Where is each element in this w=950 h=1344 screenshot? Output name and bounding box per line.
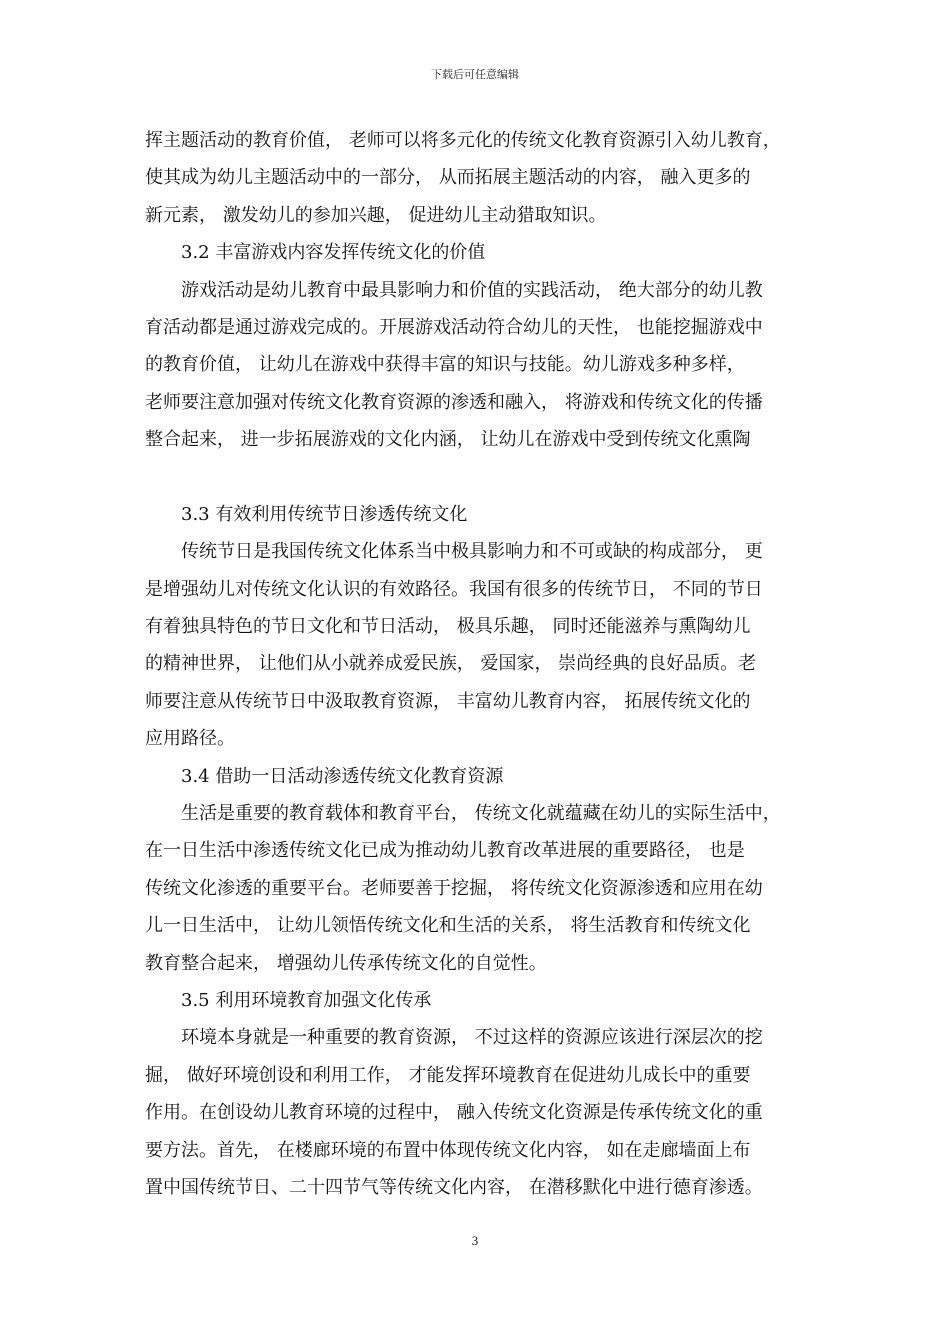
text-line: 挥主题活动的教育价值， 老师可以将多元化的传统文化教育资源引入幼儿教育， <box>145 130 781 151</box>
text-line: 使其成为幼儿主题活动中的一部分， 从而拓展主题活动的内容， 融入更多的 <box>145 167 751 189</box>
text-line: 的精神世界， 让他们从小就养成爱民族， 爱国家， 崇尚经典的良好品质。老 <box>145 653 757 675</box>
section-heading-3-4: 3.4 借助一日活动渗透传统文化教育资源 <box>181 765 504 787</box>
text-line: 游戏活动是幼儿教育中最具影响力和价值的实践活动， 绝大部分的幼儿教 <box>181 279 763 301</box>
text-line: 有着独具特色的节日文化和节日活动， 极具乐趣， 同时还能滋养与熏陶幼儿 <box>145 616 751 638</box>
text-line: 是增强幼儿对传统文化认识的有效路径。我国有很多的传统节日， 不同的节日 <box>145 578 763 600</box>
text-line: 新元素， 激发幼儿的参加兴趣， 促进幼儿主动猎取知识。 <box>145 204 607 226</box>
page-number: 3 <box>471 1233 479 1248</box>
body-text <box>145 122 815 1206</box>
blank-line <box>145 459 815 496</box>
text-line: 在一日生活中渗透传统文化已成为推动幼儿教育改革进展的重要路径， 也是 <box>145 840 745 862</box>
text-line: 应用路径。 <box>145 728 235 750</box>
section-heading-3-3: 3.3 有效利用传统节日渗透传统文化 <box>181 503 468 525</box>
section-heading-3-2: 3.2 丰富游戏内容发挥传统文化的价值 <box>181 242 486 264</box>
text-line: 置中国传统节日、二十四节气等传统文化内容， 在潜移默化中进行德育渗透。 <box>145 1176 763 1198</box>
text-line: 掘， 做好环境创设和利用工作， 才能发挥环境教育在促进幼儿成长中的重要 <box>145 1064 751 1086</box>
text-line: 生活是重要的教育载体和教育平台， 传统文化就蕴藏在幼儿的实际生活中， <box>181 803 781 825</box>
text-line: 育活动都是通过游戏完成的。开展游戏活动符合幼儿的天性， 也能挖掘游戏中 <box>145 316 763 338</box>
text-line: 教育整合起来， 增强幼儿传承传统文化的自觉性。 <box>145 952 547 974</box>
text-line: 儿一日生活中， 让幼儿领悟传统文化和生活的关系， 将生活教育和传统文化 <box>145 915 751 937</box>
page-header: 下载后可任意编辑 <box>431 68 519 81</box>
text-line: 要方法。首先， 在楼廊环境的布置中体现传统文化内容， 如在走廊墙面上布 <box>145 1139 751 1161</box>
text-line: 环境本身就是一种重要的教育资源， 不过这样的资源应该进行深层次的挖 <box>181 1027 763 1049</box>
text-line: 传统文化渗透的重要平台。老师要善于挖掘， 将传统文化资源渗透和应用在幼 <box>145 877 763 899</box>
text-line: 作用。在创设幼儿教育环境的过程中， 融入传统文化资源是传承传统文化的重 <box>145 1102 763 1124</box>
text-line: 传统节日是我国传统文化体系当中极具影响力和不可或缺的构成部分， 更 <box>181 541 763 563</box>
text-line: 老师要注意加强对传统文化教育资源的渗透和融入， 将游戏和传统文化的传播 <box>145 391 763 413</box>
section-heading-3-5: 3.5 利用环境教育加强文化传承 <box>181 989 432 1011</box>
text-line: 师要注意从传统节日中汲取教育资源， 丰富幼儿教育内容， 拓展传统文化的 <box>145 690 751 712</box>
text-line: 的教育价值， 让幼儿在游戏中获得丰富的知识与技能。幼儿游戏多种多样， <box>145 354 745 376</box>
text-line: 整合起来， 进一步拓展游戏的文化内涵， 让幼儿在游戏中受到传统文化熏陶 <box>145 429 751 451</box>
